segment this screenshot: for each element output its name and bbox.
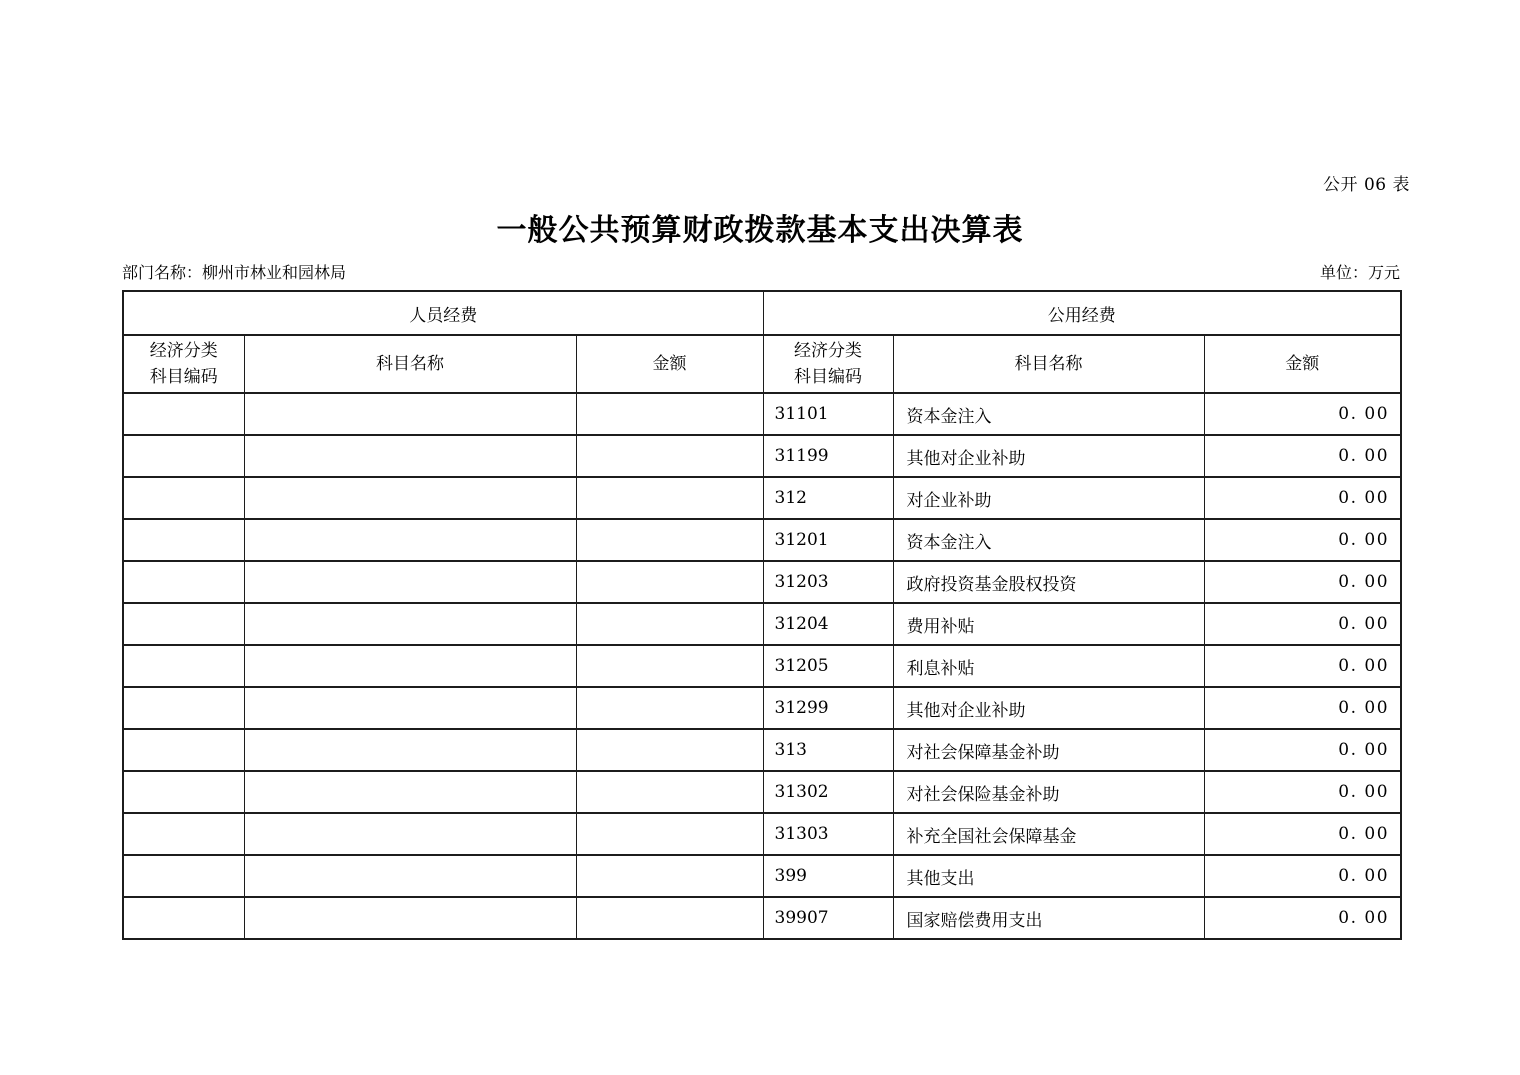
right-amount-cell: 0. 00 (1204, 393, 1401, 435)
left-code-cell (123, 519, 244, 561)
left-name-cell (244, 897, 576, 939)
col-header-left-amount: 金额 (576, 335, 763, 393)
left-code-cell (123, 855, 244, 897)
left-amount-cell (576, 477, 763, 519)
left-name-cell (244, 645, 576, 687)
left-name-cell (244, 477, 576, 519)
left-amount-cell (576, 687, 763, 729)
table-row (123, 897, 1401, 939)
left-code-cell (123, 897, 244, 939)
table-row (123, 519, 1401, 561)
page-title: 一般公共预算财政拨款基本支出决算表 (496, 213, 1024, 248)
right-name-cell: 资本金注入 (893, 519, 1204, 561)
right-amount-cell: 0. 00 (1204, 687, 1401, 729)
left-amount-cell (576, 519, 763, 561)
table-row (123, 687, 1401, 729)
col-header-left-code (123, 335, 244, 393)
right-code-cell: 31204 (763, 603, 893, 645)
table-row (123, 393, 1401, 435)
col-header-right-code-line1: 经济分类 (794, 341, 863, 361)
left-code-cell (123, 435, 244, 477)
right-amount-cell: 0. 00 (1204, 645, 1401, 687)
right-code-cell: 31203 (763, 561, 893, 603)
meta-row (122, 260, 1400, 283)
right-name-cell: 其他支出 (893, 855, 1204, 897)
right-amount-cell: 0. 00 (1204, 477, 1401, 519)
right-amount-cell: 0. 00 (1204, 435, 1401, 477)
right-name-cell: 补充全国社会保障基金 (893, 813, 1204, 855)
left-amount-cell (576, 855, 763, 897)
right-name-cell: 其他对企业补助 (893, 435, 1204, 477)
left-code-cell (123, 729, 244, 771)
table-row (123, 477, 1401, 519)
left-name-cell (244, 519, 576, 561)
left-amount-cell (576, 771, 763, 813)
right-name-cell: 对企业补助 (893, 477, 1204, 519)
left-name-cell (244, 729, 576, 771)
col-header-right-name: 科目名称 (893, 335, 1204, 393)
right-code-cell: 31101 (763, 393, 893, 435)
right-name-cell: 政府投资基金股权投资 (893, 561, 1204, 603)
column-header-row (123, 335, 1401, 393)
table-row (123, 813, 1401, 855)
right-code-cell: 312 (763, 477, 893, 519)
left-code-cell (123, 477, 244, 519)
budget-table (122, 290, 1402, 940)
left-amount-cell (576, 561, 763, 603)
col-header-left-code-line2: 科目编码 (149, 367, 218, 387)
table-row (123, 855, 1401, 897)
right-amount-cell: 0. 00 (1204, 603, 1401, 645)
left-code-cell (123, 561, 244, 603)
left-code-cell (123, 771, 244, 813)
left-name-cell (244, 561, 576, 603)
right-amount-cell: 0. 00 (1204, 561, 1401, 603)
unit-label: 单位：万元 (1319, 263, 1400, 282)
right-amount-cell: 0. 00 (1204, 897, 1401, 939)
right-name-cell: 对社会保险基金补助 (893, 771, 1204, 813)
col-header-right-code-line2: 科目编码 (794, 367, 863, 387)
left-name-cell (244, 603, 576, 645)
left-name-cell (244, 393, 576, 435)
left-name-cell (244, 855, 576, 897)
right-amount-cell: 0. 00 (1204, 519, 1401, 561)
left-amount-cell (576, 603, 763, 645)
right-amount-cell: 0. 00 (1204, 771, 1401, 813)
right-name-cell: 其他对企业补助 (893, 687, 1204, 729)
group-header-personnel-funds: 人员经费 (123, 291, 763, 335)
col-header-left-code-line1: 经济分类 (149, 341, 218, 361)
left-amount-cell (576, 729, 763, 771)
left-name-cell (244, 813, 576, 855)
doc-label: 公开 06 表 (1323, 175, 1410, 195)
left-name-cell (244, 435, 576, 477)
left-amount-cell (576, 897, 763, 939)
left-amount-cell (576, 813, 763, 855)
col-header-right-amount: 金额 (1204, 335, 1401, 393)
left-name-cell (244, 687, 576, 729)
right-name-cell: 国家赔偿费用支出 (893, 897, 1204, 939)
right-amount-cell: 0. 00 (1204, 813, 1401, 855)
right-code-cell: 39907 (763, 897, 893, 939)
left-code-cell (123, 645, 244, 687)
col-header-right-code (763, 335, 893, 393)
right-amount-cell: 0. 00 (1204, 729, 1401, 771)
table-row (123, 771, 1401, 813)
right-code-cell: 31205 (763, 645, 893, 687)
right-code-cell: 31199 (763, 435, 893, 477)
table-row (123, 603, 1401, 645)
table-row (123, 561, 1401, 603)
left-amount-cell (576, 435, 763, 477)
left-code-cell (123, 687, 244, 729)
right-code-cell: 313 (763, 729, 893, 771)
left-code-cell (123, 603, 244, 645)
right-code-cell: 31302 (763, 771, 893, 813)
right-name-cell: 资本金注入 (893, 393, 1204, 435)
right-name-cell: 利息补贴 (893, 645, 1204, 687)
right-code-cell: 399 (763, 855, 893, 897)
right-code-cell: 31299 (763, 687, 893, 729)
group-header-public-funds: 公用经费 (763, 291, 1401, 335)
left-name-cell (244, 771, 576, 813)
right-amount-cell: 0. 00 (1204, 855, 1401, 897)
right-code-cell: 31303 (763, 813, 893, 855)
col-header-left-name: 科目名称 (244, 335, 576, 393)
left-amount-cell (576, 393, 763, 435)
left-code-cell (123, 393, 244, 435)
department-name: 部门名称：柳州市林业和园林局 (122, 263, 347, 282)
table-row (123, 729, 1401, 771)
table-row (123, 435, 1401, 477)
right-name-cell: 费用补贴 (893, 603, 1204, 645)
right-name-cell: 对社会保障基金补助 (893, 729, 1204, 771)
group-header-row (123, 291, 1401, 335)
table-body (123, 393, 1401, 939)
table-row (123, 645, 1401, 687)
left-amount-cell (576, 645, 763, 687)
left-code-cell (123, 813, 244, 855)
right-code-cell: 31201 (763, 519, 893, 561)
